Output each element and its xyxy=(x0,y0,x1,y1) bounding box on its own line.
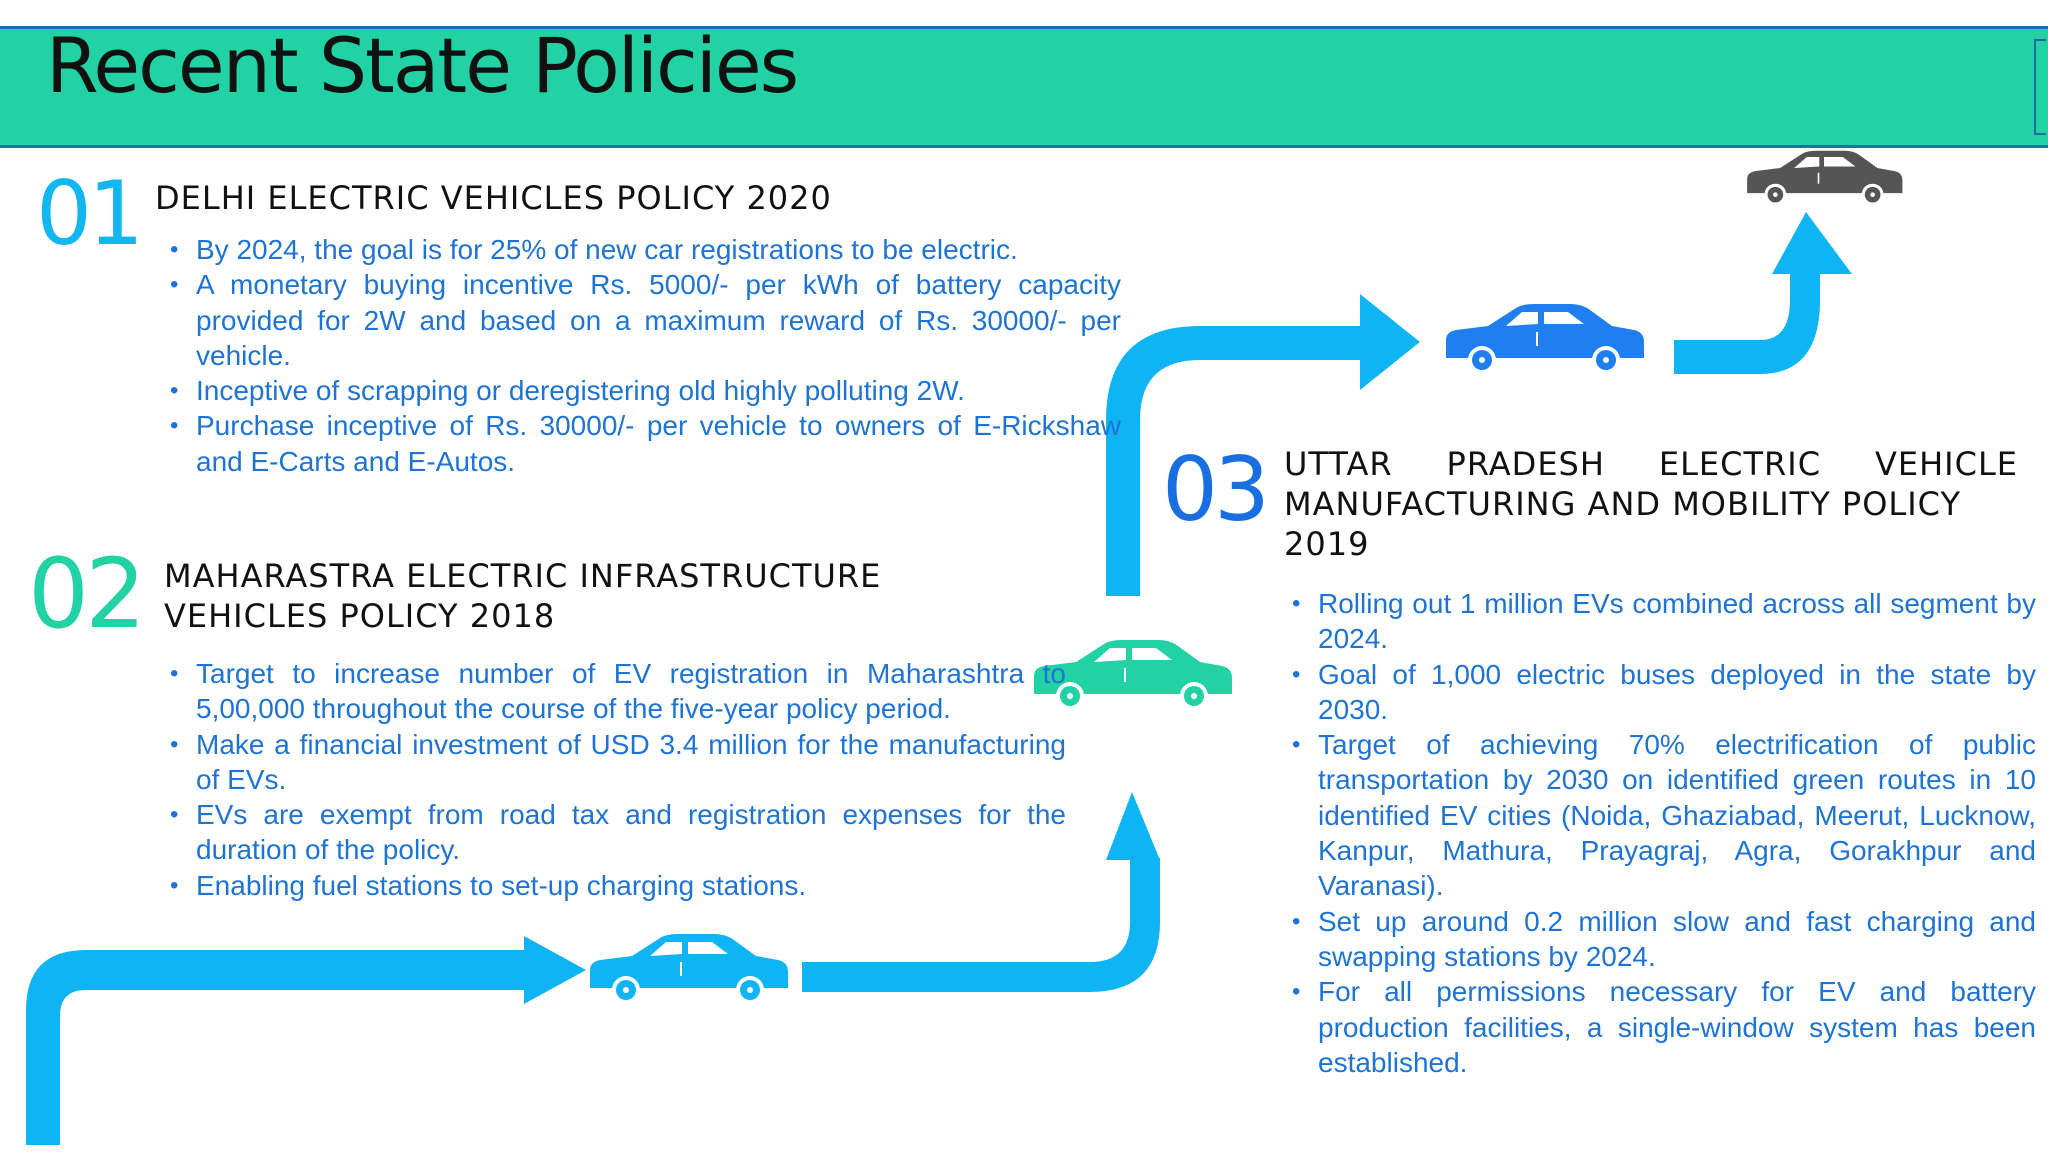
section-title: MAHARASTRA ELECTRIC INFRASTRUCTURE VEHICLES POLICY 2018 xyxy=(164,557,882,635)
car-icon xyxy=(586,930,790,1010)
section-bullets xyxy=(1292,586,2036,1080)
section-bullets xyxy=(170,656,1066,903)
list-item: • EVs are exempt from road tax and registration expenses for the duration of the policy. xyxy=(196,797,1066,868)
section-number: 03 xyxy=(1162,438,1266,541)
road-arrow-1 xyxy=(524,936,586,1004)
list-item: • By 2024, the goal is for 25% of new car registrations to be electric. xyxy=(196,232,1121,267)
road-segment-4 xyxy=(1674,274,1820,374)
list-item: • Rolling out 1 million EVs combined across all segment by 2024. xyxy=(1318,586,2036,657)
section-bullets xyxy=(170,232,1121,479)
section-number: 01 xyxy=(36,162,140,265)
list-item: • Make a financial investment of USD 3.4 million for the manufacturing of EVs. xyxy=(196,727,1066,798)
road-arrow-4 xyxy=(1772,212,1852,274)
section-title xyxy=(1284,444,2018,564)
list-item: • A monetary buying incentive Rs. 5000/- per kWh of battery capacity provided for 2W and based on a maximum reward of Rs. 30000/- per vehicle. xyxy=(196,267,1121,373)
list-item: • Set up around 0.2 million slow and fast charging and swapping stations by 2024. xyxy=(1318,904,2036,975)
car-icon xyxy=(1744,146,1904,212)
list-item: • Inceptive of scrapping or deregistering old highly polluting 2W. xyxy=(196,373,1121,408)
section-number: 02 xyxy=(28,538,143,650)
section-title-text: UTTAR PRADESH ELECTRIC VEHICLE MANUFACTURING AND MOBILITY POLICY xyxy=(1284,445,2018,523)
section-title-year: 2019 xyxy=(1284,525,1370,563)
list-item: • Purchase inceptive of Rs. 30000/- per vehicle to owners of E-Rickshaw and E-Carts and E-Autos. xyxy=(196,408,1121,479)
road-arrow-2 xyxy=(1106,792,1160,860)
list-item: • Enabling fuel stations to set-up charging stations. xyxy=(196,868,1066,903)
list-item: • For all permissions necessary for EV and battery production facilities, a single-window system has been established. xyxy=(1318,974,2036,1080)
list-item: • Target to increase number of EV registration in Maharashtra to 5,00,000 throughout the course of the five-year policy period. xyxy=(196,656,1066,727)
list-item: • Goal of 1,000 electric buses deployed in the state by 2030. xyxy=(1318,657,2036,728)
car-icon xyxy=(1442,300,1646,380)
page-title: Recent State Policies xyxy=(46,21,798,110)
section-title: DELHI ELECTRIC VEHICLES POLICY 2020 xyxy=(155,179,832,217)
list-item: • Target of achieving 70% electrification of public transportation by 2030 on identified green routes in 10 identified EV cities (Noida, Ghaziabad, Meerut, Lucknow, Kanpur, Mathura, Prayagraj, Agra, Gorakhpur and Varanasi). xyxy=(1318,727,2036,903)
road-arrow-3 xyxy=(1360,294,1420,390)
road-segment-1 xyxy=(26,950,530,1145)
